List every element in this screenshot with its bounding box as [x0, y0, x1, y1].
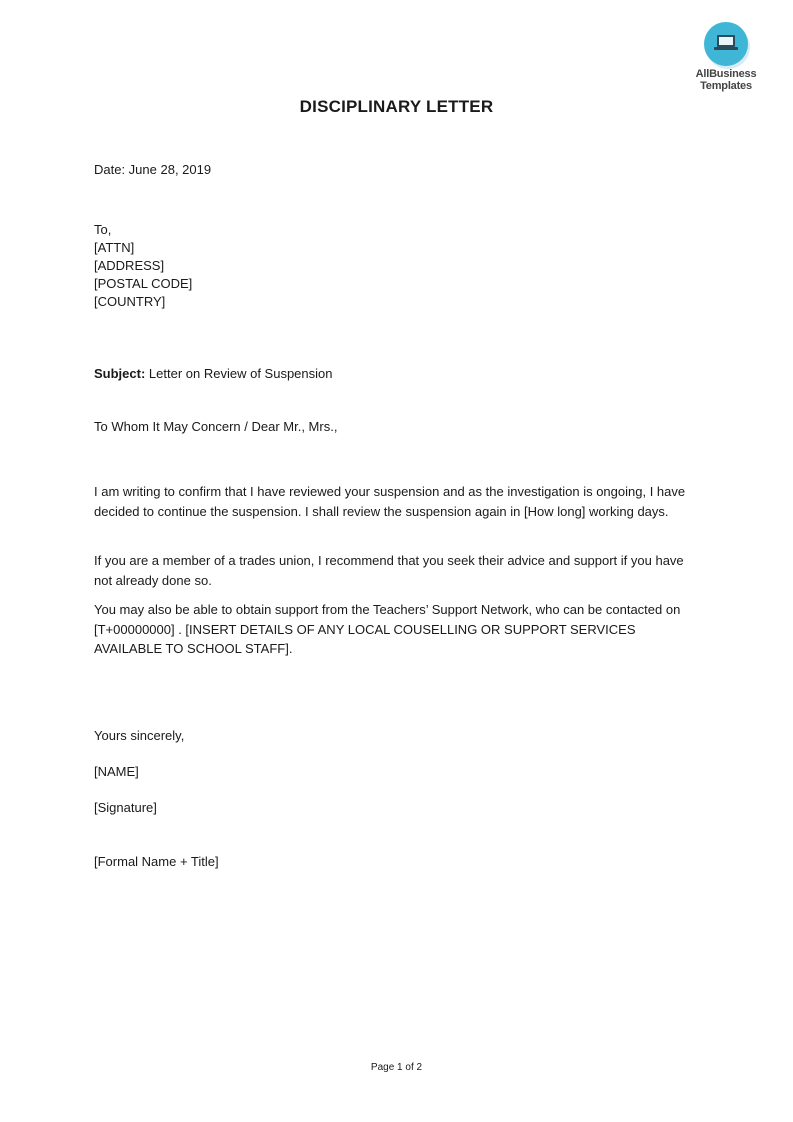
recipient-attn: [ATTN] [94, 240, 135, 255]
sender-name: [NAME] [94, 764, 139, 779]
logo-text-line1: AllBusiness [695, 68, 757, 80]
recipient-country: [COUNTRY] [94, 294, 166, 309]
body-paragraph-1: I am writing to confirm that I have reviewed your suspension and as the investigation is ongoing, I have decided to continue the suspension. I shall review the suspension again in [How long] working days. [94, 484, 686, 519]
recipient-to: To, [94, 222, 112, 237]
date-line: Date: June 28, 2019 [94, 162, 212, 177]
document-title: DISCIPLINARY LETTER [299, 97, 494, 116]
logo-text-line2: Templates [700, 80, 752, 92]
page-number-footer: Page 1 of 2 [370, 1062, 423, 1073]
signature: [Signature] [94, 800, 157, 815]
formal-name-title: [Formal Name + Title] [94, 854, 219, 869]
body-paragraph-2: If you are a member of a trades union, I recommend that you seek their advice and support if you have not already done so. [94, 553, 684, 588]
salutation: To Whom It May Concern / Dear Mr., Mrs., [94, 419, 338, 434]
subject-label: Subject: [94, 366, 146, 381]
allbusiness-templates-logo [690, 22, 762, 92]
subject-text: Letter on Review of Suspension [148, 366, 333, 381]
body-paragraph-3: You may also be able to obtain support from the Teachers’ Support Network, who can be contacted on [T+00000000] . [INSERT DETAILS OF ANY LOCAL COUSELLING OR SUPPORT SERVICES AVAILABLE TO SCHOOL STAFF]. [94, 602, 681, 656]
subject-line [94, 365, 332, 383]
recipient-postal-code: [POSTAL CODE] [94, 276, 193, 291]
recipient-address: [ADDRESS] [94, 258, 165, 273]
closing: Yours sincerely, [94, 728, 185, 743]
laptop-icon [704, 22, 748, 66]
